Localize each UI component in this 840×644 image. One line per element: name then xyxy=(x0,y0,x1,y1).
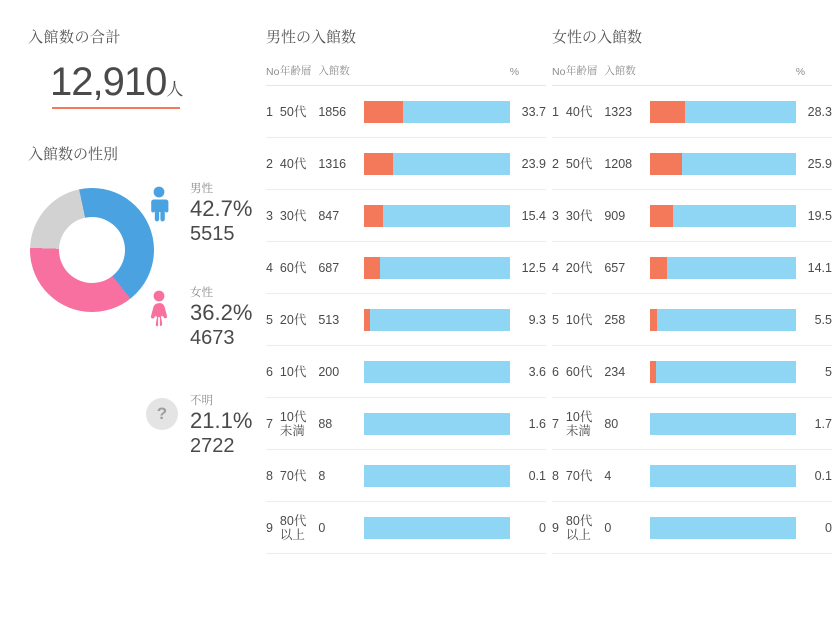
bar-blue-segment xyxy=(650,517,796,539)
legend-pct-unknown: 21.1% xyxy=(190,408,253,433)
table-row xyxy=(552,450,832,502)
bar-track xyxy=(364,413,510,435)
male-table-title: 男性の入館数 xyxy=(266,29,357,46)
male-table-panel xyxy=(266,26,546,554)
row-rank: 4 xyxy=(266,242,280,294)
bar-track xyxy=(364,101,510,123)
bar-track xyxy=(364,309,510,331)
row-percent: 0 xyxy=(796,502,832,554)
bar-red-segment xyxy=(364,101,403,123)
row-percent: 5 xyxy=(796,346,832,398)
header-bar xyxy=(364,63,510,86)
table-row xyxy=(552,138,832,190)
row-bar-cell xyxy=(364,190,510,242)
bar-red-segment xyxy=(650,101,685,123)
bar-track xyxy=(650,361,796,383)
row-bar-cell xyxy=(364,86,510,138)
total-unit: 人 xyxy=(166,80,184,99)
table-row xyxy=(552,398,832,450)
row-age-group: 10代 xyxy=(280,346,318,398)
header-no: No xyxy=(552,63,566,86)
row-count: 1208 xyxy=(604,138,649,190)
row-rank: 3 xyxy=(552,190,566,242)
bar-track xyxy=(364,257,510,279)
row-count: 0 xyxy=(604,502,649,554)
bar-red-segment xyxy=(364,309,370,331)
bar-blue-segment xyxy=(650,361,796,383)
header-bar xyxy=(650,63,796,86)
bar-red-segment xyxy=(364,153,393,175)
female-table-title: 女性の入館数 xyxy=(552,29,643,46)
table-row xyxy=(552,294,832,346)
row-rank: 4 xyxy=(552,242,566,294)
legend-value-unknown: 2722 xyxy=(190,435,235,457)
row-percent: 5.5 xyxy=(796,294,832,346)
table-row xyxy=(552,242,832,294)
male-rank-table xyxy=(266,63,546,554)
question-mark-icon: ? xyxy=(146,398,178,430)
row-count: 88 xyxy=(318,398,363,450)
bar-blue-segment xyxy=(364,309,510,331)
bar-track xyxy=(650,413,796,435)
legend-pct-male: 42.7% xyxy=(190,196,253,221)
row-rank: 5 xyxy=(266,294,280,346)
legend-pct-female: 36.2% xyxy=(190,300,253,325)
row-rank: 2 xyxy=(552,138,566,190)
bar-blue-segment xyxy=(650,465,796,487)
row-count: 687 xyxy=(318,242,363,294)
row-percent: 0 xyxy=(510,502,546,554)
row-bar-cell xyxy=(364,242,510,294)
row-count: 657 xyxy=(604,242,649,294)
bar-red-segment xyxy=(364,205,383,227)
row-rank: 8 xyxy=(266,450,280,502)
row-age-group: 50代 xyxy=(280,86,318,138)
table-row xyxy=(552,190,832,242)
header-no: No xyxy=(266,63,280,86)
row-age-group: 20代 xyxy=(566,242,604,294)
bar-track xyxy=(650,517,796,539)
table-header-row xyxy=(266,63,546,86)
row-count: 847 xyxy=(318,190,363,242)
bar-red-segment xyxy=(650,309,657,331)
row-bar-cell xyxy=(364,294,510,346)
row-bar-cell xyxy=(650,294,796,346)
bar-track xyxy=(364,517,510,539)
row-rank: 9 xyxy=(266,502,280,554)
bar-red-segment xyxy=(650,361,656,383)
row-rank: 6 xyxy=(266,346,280,398)
male-icon xyxy=(146,186,180,224)
table-row xyxy=(552,502,832,554)
row-age-group: 20代 xyxy=(280,294,318,346)
bar-blue-segment xyxy=(364,413,510,435)
legend-label-female: 女性 xyxy=(190,287,213,299)
row-bar-cell xyxy=(650,242,796,294)
row-bar-cell xyxy=(364,450,510,502)
row-age-group: 80代 以上 xyxy=(566,502,604,554)
row-rank: 5 xyxy=(552,294,566,346)
row-bar-cell xyxy=(364,502,510,554)
row-percent: 25.9 xyxy=(796,138,832,190)
bar-blue-segment xyxy=(650,257,796,279)
table-header-row xyxy=(552,63,832,86)
bar-blue-segment xyxy=(364,517,510,539)
row-count: 200 xyxy=(318,346,363,398)
gender-title: 入館数の性別 xyxy=(28,146,119,163)
row-rank: 6 xyxy=(552,346,566,398)
bar-blue-segment xyxy=(364,205,510,227)
row-bar-cell xyxy=(364,398,510,450)
row-age-group: 40代 xyxy=(566,86,604,138)
header-count: 入館数 xyxy=(318,63,363,86)
row-percent: 3.6 xyxy=(510,346,546,398)
female-table-panel xyxy=(552,26,832,554)
row-bar-cell xyxy=(650,138,796,190)
bar-blue-segment xyxy=(364,465,510,487)
legend-value-female: 4673 xyxy=(190,327,235,349)
row-rank: 7 xyxy=(266,398,280,450)
header-age: 年齢層 xyxy=(566,63,604,86)
row-bar-cell xyxy=(650,86,796,138)
table-row xyxy=(266,398,546,450)
row-age-group: 30代 xyxy=(280,190,318,242)
male-table-body xyxy=(266,86,546,554)
row-age-group: 80代 以上 xyxy=(280,502,318,554)
row-count: 513 xyxy=(318,294,363,346)
header-age: 年齢層 xyxy=(280,63,318,86)
row-bar-cell xyxy=(650,190,796,242)
table-row xyxy=(552,346,832,398)
total-underline xyxy=(52,107,180,109)
header-count: 入館数 xyxy=(604,63,649,86)
row-count: 1856 xyxy=(318,86,363,138)
bar-red-segment xyxy=(650,257,668,279)
row-percent: 23.9 xyxy=(510,138,546,190)
bar-track xyxy=(364,153,510,175)
row-rank: 1 xyxy=(266,86,280,138)
legend-item-female xyxy=(146,286,266,360)
row-percent: 28.3 xyxy=(796,86,832,138)
row-percent: 9.3 xyxy=(510,294,546,346)
female-icon xyxy=(146,290,180,328)
unknown-icon xyxy=(146,398,180,430)
table-row xyxy=(266,138,546,190)
row-count: 234 xyxy=(604,346,649,398)
row-count: 4 xyxy=(604,450,649,502)
row-age-group: 30代 xyxy=(566,190,604,242)
bar-red-segment xyxy=(364,257,380,279)
header-pct: % xyxy=(510,63,546,86)
bar-blue-segment xyxy=(364,361,510,383)
bar-track xyxy=(650,309,796,331)
bar-track xyxy=(650,465,796,487)
row-bar-cell xyxy=(650,450,796,502)
row-percent: 0.1 xyxy=(510,450,546,502)
bar-track xyxy=(364,465,510,487)
row-rank: 3 xyxy=(266,190,280,242)
row-percent: 0.1 xyxy=(796,450,832,502)
row-bar-cell xyxy=(364,138,510,190)
row-rank: 8 xyxy=(552,450,566,502)
row-percent: 12.5 xyxy=(510,242,546,294)
row-rank: 2 xyxy=(266,138,280,190)
total-block xyxy=(28,61,238,109)
header-pct: % xyxy=(796,63,832,86)
row-count: 0 xyxy=(318,502,363,554)
row-percent: 19.5 xyxy=(796,190,832,242)
row-age-group: 50代 xyxy=(566,138,604,190)
total-title: 入館数の合計 xyxy=(28,29,122,46)
gender-chart-area xyxy=(28,182,253,512)
row-age-group: 60代 xyxy=(280,242,318,294)
row-age-group: 60代 xyxy=(566,346,604,398)
row-age-group: 10代 xyxy=(566,294,604,346)
row-count: 909 xyxy=(604,190,649,242)
legend-label-unknown: 不明 xyxy=(190,395,213,407)
row-percent: 1.7 xyxy=(796,398,832,450)
row-bar-cell xyxy=(364,346,510,398)
bar-track xyxy=(650,257,796,279)
row-bar-cell xyxy=(650,346,796,398)
table-row xyxy=(552,86,832,138)
row-percent: 1.6 xyxy=(510,398,546,450)
bar-red-segment xyxy=(650,153,682,175)
bar-red-segment xyxy=(650,205,673,227)
table-row xyxy=(266,502,546,554)
bar-track xyxy=(364,205,510,227)
bar-blue-segment xyxy=(650,413,796,435)
female-table-body xyxy=(552,86,832,554)
row-count: 258 xyxy=(604,294,649,346)
legend-item-unknown xyxy=(146,394,266,468)
row-rank: 7 xyxy=(552,398,566,450)
bar-track xyxy=(650,153,796,175)
row-age-group: 70代 xyxy=(280,450,318,502)
row-percent: 33.7 xyxy=(510,86,546,138)
table-row xyxy=(266,242,546,294)
row-percent: 15.4 xyxy=(510,190,546,242)
row-age-group: 40代 xyxy=(280,138,318,190)
legend-item-male xyxy=(146,182,266,256)
table-row xyxy=(266,294,546,346)
row-count: 80 xyxy=(604,398,649,450)
row-bar-cell xyxy=(650,398,796,450)
row-count: 1316 xyxy=(318,138,363,190)
legend-value-male: 5515 xyxy=(190,223,235,245)
row-age-group: 10代 未満 xyxy=(566,398,604,450)
row-bar-cell xyxy=(650,502,796,554)
female-rank-table xyxy=(552,63,832,554)
bar-blue-segment xyxy=(650,309,796,331)
legend-label-male: 男性 xyxy=(190,183,213,195)
row-percent: 14.1 xyxy=(796,242,832,294)
row-rank: 1 xyxy=(552,86,566,138)
row-age-group: 70代 xyxy=(566,450,604,502)
bar-track xyxy=(364,361,510,383)
bar-track xyxy=(650,205,796,227)
bar-blue-segment xyxy=(364,257,510,279)
table-row xyxy=(266,86,546,138)
total-value: 12,910 xyxy=(50,60,167,104)
row-age-group: 10代 未満 xyxy=(280,398,318,450)
table-row xyxy=(266,450,546,502)
row-rank: 9 xyxy=(552,502,566,554)
table-row xyxy=(266,190,546,242)
summary-panel xyxy=(28,26,253,512)
bar-track xyxy=(650,101,796,123)
gender-donut-chart xyxy=(18,176,165,323)
table-row xyxy=(266,346,546,398)
row-count: 8 xyxy=(318,450,363,502)
row-count: 1323 xyxy=(604,86,649,138)
